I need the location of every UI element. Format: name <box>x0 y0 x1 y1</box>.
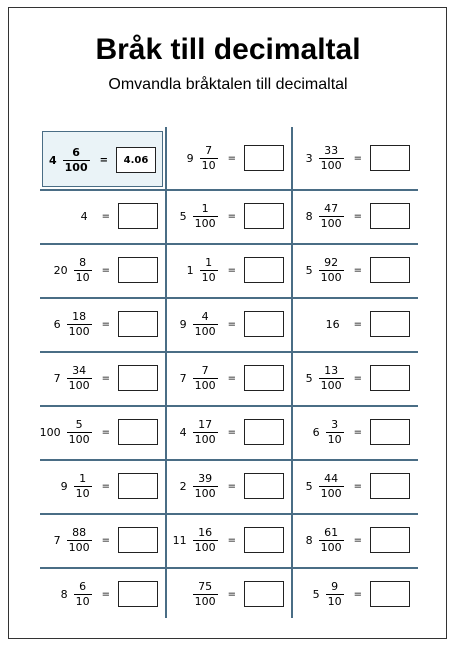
equals-sign: = <box>101 372 110 384</box>
whole-number: 9 <box>60 479 68 493</box>
whole-number: 16 <box>325 317 340 331</box>
equals-sign: = <box>99 154 108 166</box>
fraction <box>193 203 218 230</box>
numerator: 6 <box>72 145 80 159</box>
denominator: 100 <box>320 378 342 392</box>
exercise-cell <box>168 297 294 351</box>
exercise-cell <box>294 189 420 243</box>
whole-number: 1 <box>186 263 194 277</box>
denominator: 100 <box>194 594 216 608</box>
equals-sign: = <box>227 210 236 222</box>
denominator: 100 <box>194 216 216 230</box>
fraction <box>319 257 344 284</box>
equals-sign: = <box>227 588 236 600</box>
equals-sign: = <box>353 152 362 164</box>
whole-number: 4 <box>179 425 187 439</box>
whole-number: 2 <box>179 479 187 493</box>
fraction <box>63 147 90 174</box>
fraction <box>319 203 344 230</box>
mixed-number-expression <box>187 131 284 185</box>
denominator: 100 <box>320 216 342 230</box>
denominator: 100 <box>320 270 342 284</box>
numerator: 9 <box>331 579 339 593</box>
numerator: 92 <box>324 255 339 269</box>
exercise-cell <box>42 189 168 243</box>
mixed-number-expression <box>187 243 284 297</box>
equals-sign: = <box>101 534 110 546</box>
exercise-cell <box>42 351 168 405</box>
numerator: 7 <box>201 363 209 377</box>
mixed-number-expression <box>61 567 158 621</box>
equals-sign: = <box>101 264 110 276</box>
exercise-cell <box>168 405 294 459</box>
denominator: 100 <box>68 540 90 554</box>
answer-box[interactable] <box>244 365 284 391</box>
answer-box[interactable] <box>118 581 158 607</box>
equals-sign: = <box>227 534 236 546</box>
exercise-cell <box>294 405 420 459</box>
whole-number: 9 <box>186 151 194 165</box>
exercise-cell <box>294 297 420 351</box>
exercise-cell <box>42 567 168 621</box>
fraction <box>319 145 344 172</box>
answer-box[interactable] <box>370 419 410 445</box>
fraction <box>74 257 92 284</box>
answer-box[interactable] <box>370 473 410 499</box>
equals-sign: = <box>227 264 236 276</box>
fraction <box>326 419 344 446</box>
equals-sign: = <box>353 426 362 438</box>
numerator: 6 <box>79 579 87 593</box>
denominator: 100 <box>194 432 216 446</box>
exercise-cell <box>168 567 294 621</box>
numerator: 17 <box>198 417 213 431</box>
exercise-cell <box>42 513 168 567</box>
example-answer-box: 4.06 <box>116 147 156 173</box>
fraction <box>193 311 218 338</box>
mixed-number-expression <box>306 243 410 297</box>
mixed-number-expression <box>306 459 410 513</box>
mixed-number-expression <box>326 297 410 351</box>
mixed-number-expression <box>306 189 410 243</box>
exercise-cell <box>39 405 168 459</box>
exercise-cell <box>168 459 294 513</box>
answer-box[interactable] <box>244 419 284 445</box>
answer-box[interactable] <box>370 527 410 553</box>
whole-number: 20 <box>53 263 68 277</box>
answer-box[interactable] <box>118 473 158 499</box>
numerator: 18 <box>72 309 87 323</box>
exercise-cell <box>168 351 294 405</box>
mixed-number-expression <box>173 513 284 567</box>
page-subtitle: Omvandla bråktalen till decimaltal <box>108 76 348 93</box>
fraction <box>200 145 218 172</box>
answer-box[interactable] <box>118 257 158 283</box>
equals-sign: = <box>353 480 362 492</box>
numerator: 47 <box>324 201 339 215</box>
mixed-number-expression <box>180 405 284 459</box>
mixed-number-expression <box>40 405 158 459</box>
equals-sign: = <box>101 318 110 330</box>
fraction <box>326 581 344 608</box>
denominator: 10 <box>327 432 342 446</box>
fraction <box>193 419 218 446</box>
mixed-number-expression <box>306 351 410 405</box>
whole-number: 4 <box>48 153 57 167</box>
mixed-number-expression <box>81 189 158 243</box>
exercise-cell <box>168 189 294 243</box>
answer-box[interactable] <box>244 527 284 553</box>
denominator: 100 <box>320 486 342 500</box>
answer-box[interactable] <box>118 365 158 391</box>
whole-number: 9 <box>179 317 187 331</box>
mixed-number-expression <box>193 567 284 621</box>
answer-box[interactable] <box>244 203 284 229</box>
example-exercise <box>42 131 163 187</box>
whole-number: 4 <box>80 209 88 223</box>
denominator: 100 <box>194 486 216 500</box>
exercise-cell <box>294 459 420 513</box>
numerator: 1 <box>201 201 209 215</box>
exercise-cell <box>42 243 168 297</box>
answer-box[interactable] <box>370 203 410 229</box>
equals-sign: = <box>101 588 110 600</box>
denominator: 100 <box>68 432 90 446</box>
answer-box[interactable] <box>118 203 158 229</box>
exercise-cell <box>168 131 294 185</box>
whole-number: 5 <box>305 263 313 277</box>
exercise-cell <box>42 297 168 351</box>
page-title: Bråk till decimaltal <box>95 33 361 66</box>
fraction <box>200 257 218 284</box>
denominator: 100 <box>320 158 342 172</box>
fraction <box>319 473 344 500</box>
numerator: 34 <box>72 363 87 377</box>
answer-box[interactable] <box>370 311 410 337</box>
numerator: 75 <box>198 579 213 593</box>
fraction <box>193 527 218 554</box>
whole-number: 7 <box>179 371 187 385</box>
whole-number: 8 <box>305 209 313 223</box>
fraction <box>67 365 92 392</box>
mixed-number-expression <box>313 405 410 459</box>
denominator: 10 <box>75 270 90 284</box>
denominator: 10 <box>201 270 216 284</box>
denominator: 100 <box>194 324 216 338</box>
numerator: 4 <box>201 309 209 323</box>
exercise-cell <box>294 513 420 567</box>
fraction <box>74 473 92 500</box>
exercise-cell <box>294 131 420 185</box>
fraction <box>193 581 218 608</box>
numerator: 39 <box>198 471 213 485</box>
numerator: 7 <box>205 143 213 157</box>
fraction <box>67 527 92 554</box>
equals-sign: = <box>353 372 362 384</box>
mixed-number-expression <box>54 513 158 567</box>
denominator: 100 <box>68 324 90 338</box>
numerator: 3 <box>331 417 339 431</box>
denominator: 100 <box>64 160 88 174</box>
numerator: 13 <box>324 363 339 377</box>
mixed-number-expression <box>306 131 410 185</box>
equals-sign: = <box>227 426 236 438</box>
whole-number: 7 <box>53 533 61 547</box>
answer-box[interactable] <box>244 473 284 499</box>
exercise-cell <box>294 243 420 297</box>
mixed-number-expression <box>306 513 410 567</box>
denominator: 100 <box>194 540 216 554</box>
equals-sign: = <box>353 318 362 330</box>
equals-sign: = <box>227 372 236 384</box>
equals-sign: = <box>227 152 236 164</box>
denominator: 10 <box>327 594 342 608</box>
fraction <box>74 581 92 608</box>
numerator: 5 <box>75 417 83 431</box>
answer-box[interactable] <box>118 419 158 445</box>
numerator: 1 <box>205 255 213 269</box>
equals-sign: = <box>101 210 110 222</box>
numerator: 44 <box>324 471 339 485</box>
whole-number: 8 <box>305 533 313 547</box>
answer-box[interactable] <box>244 145 284 171</box>
equals-sign: = <box>353 264 362 276</box>
exercise-grid <box>40 127 418 618</box>
denominator: 10 <box>75 594 90 608</box>
whole-number: 6 <box>312 425 320 439</box>
denominator: 10 <box>201 158 216 172</box>
denominator: 10 <box>75 486 90 500</box>
numerator: 8 <box>79 255 87 269</box>
fraction <box>319 365 344 392</box>
whole-number: 5 <box>305 371 313 385</box>
fraction <box>193 473 218 500</box>
answer-box[interactable] <box>118 527 158 553</box>
exercise-cell <box>294 567 420 621</box>
answer-box[interactable] <box>244 581 284 607</box>
denominator: 100 <box>68 378 90 392</box>
answer-box[interactable] <box>370 581 410 607</box>
whole-number: 11 <box>172 533 187 547</box>
whole-number: 5 <box>179 209 187 223</box>
whole-number: 6 <box>53 317 61 331</box>
mixed-number-expression <box>180 351 284 405</box>
mixed-number-expression <box>54 243 158 297</box>
mixed-number-expression <box>180 297 284 351</box>
numerator: 1 <box>79 471 87 485</box>
equals-sign: = <box>227 318 236 330</box>
answer-box[interactable] <box>118 311 158 337</box>
whole-number: 7 <box>53 371 61 385</box>
equals-sign: = <box>353 210 362 222</box>
fraction <box>193 365 218 392</box>
equals-sign: = <box>101 426 110 438</box>
answer-box[interactable] <box>370 145 410 171</box>
answer-box[interactable] <box>370 257 410 283</box>
fraction <box>67 419 92 446</box>
fraction <box>319 527 344 554</box>
equals-sign: = <box>227 480 236 492</box>
numerator: 88 <box>72 525 87 539</box>
whole-number: 3 <box>305 151 313 165</box>
whole-number: 5 <box>305 479 313 493</box>
fraction <box>67 311 92 338</box>
equals-sign: = <box>353 588 362 600</box>
answer-box[interactable] <box>370 365 410 391</box>
exercise-cell <box>294 351 420 405</box>
mixed-number-expression <box>54 351 158 405</box>
whole-number: 8 <box>60 587 68 601</box>
mixed-number-expression <box>313 567 410 621</box>
whole-number: 100 <box>39 425 61 439</box>
exercise-cell <box>168 243 294 297</box>
equals-sign: = <box>353 534 362 546</box>
numerator: 16 <box>198 525 213 539</box>
exercise-cell <box>168 513 294 567</box>
numerator: 33 <box>324 143 339 157</box>
whole-number: 5 <box>312 587 320 601</box>
mixed-number-expression <box>180 189 284 243</box>
mixed-number-expression <box>180 459 284 513</box>
answer-box[interactable] <box>244 257 284 283</box>
answer-box[interactable] <box>244 311 284 337</box>
mixed-number-expression <box>54 297 158 351</box>
equals-sign: = <box>101 480 110 492</box>
exercise-cell <box>42 459 168 513</box>
denominator: 100 <box>194 378 216 392</box>
numerator: 61 <box>324 525 339 539</box>
mixed-number-expression <box>61 459 158 513</box>
denominator: 100 <box>320 540 342 554</box>
mixed-number-expression <box>49 132 156 188</box>
